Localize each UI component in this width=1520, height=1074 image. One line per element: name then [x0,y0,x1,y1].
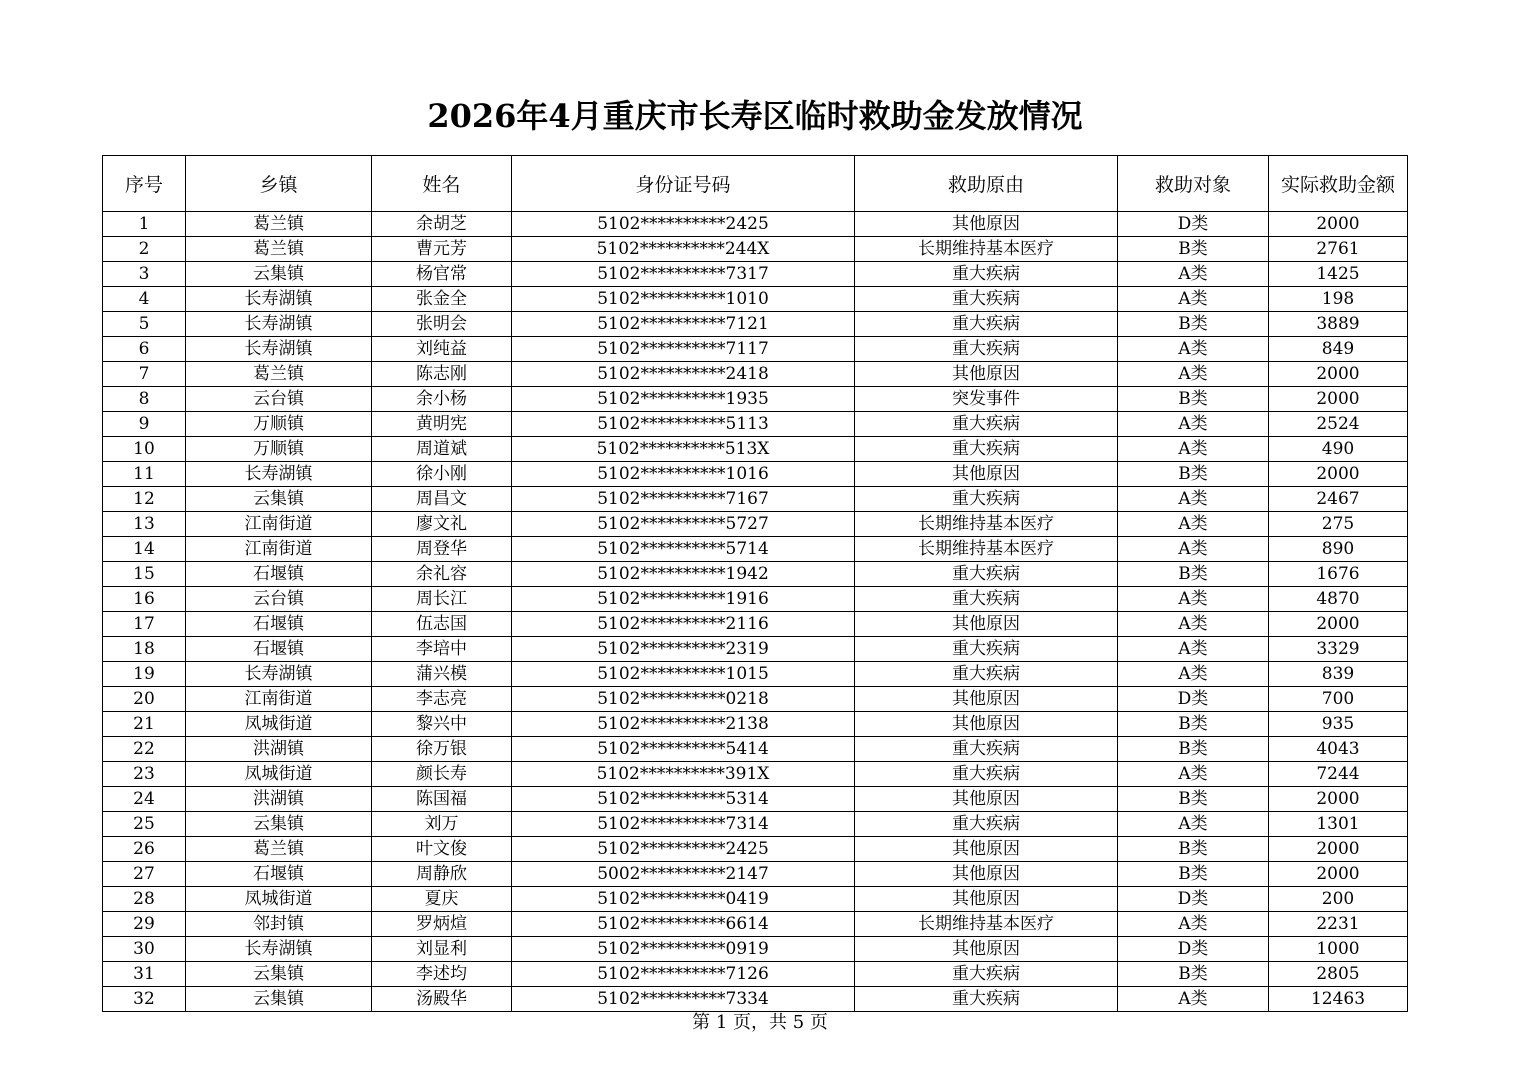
cell-category: A类 [1118,512,1269,537]
cell-name: 杨官常 [372,262,512,287]
table-row [103,212,1408,237]
cell-reason: 重大疾病 [855,737,1118,762]
cell-amount: 1301 [1269,812,1408,837]
cell-category: A类 [1118,612,1269,637]
cell-name: 周长江 [372,587,512,612]
cell-township: 葛兰镇 [186,237,372,262]
cell-township: 葛兰镇 [186,362,372,387]
table-row [103,562,1408,587]
cell-seq: 19 [103,662,186,687]
cell-name: 罗炳煊 [372,912,512,937]
table-row [103,662,1408,687]
cell-name: 周登华 [372,537,512,562]
cell-seq: 25 [103,812,186,837]
cell-reason: 其他原因 [855,787,1118,812]
cell-township: 云集镇 [186,987,372,1012]
cell-id-number: 5102**********2418 [512,362,855,387]
cell-category: A类 [1118,912,1269,937]
cell-amount: 490 [1269,437,1408,462]
table-row [103,437,1408,462]
table-row [103,362,1408,387]
table-row [103,912,1408,937]
cell-seq: 14 [103,537,186,562]
cell-township: 长寿湖镇 [186,287,372,312]
cell-township: 洪湖镇 [186,787,372,812]
cell-amount: 890 [1269,537,1408,562]
cell-amount: 3889 [1269,312,1408,337]
cell-category: D类 [1118,887,1269,912]
cell-seq: 21 [103,712,186,737]
cell-id-number: 5102**********1010 [512,287,855,312]
cell-seq: 26 [103,837,186,862]
cell-reason: 突发事件 [855,387,1118,412]
table-row [103,237,1408,262]
cell-category: B类 [1118,787,1269,812]
cell-township: 邻封镇 [186,912,372,937]
cell-reason: 长期维持基本医疗 [855,912,1118,937]
cell-name: 蒲兴模 [372,662,512,687]
cell-id-number: 5102**********2116 [512,612,855,637]
relief-fund-table [102,155,1408,1012]
cell-township: 江南街道 [186,512,372,537]
table-row [103,962,1408,987]
cell-category: B类 [1118,712,1269,737]
cell-id-number: 5102**********7314 [512,812,855,837]
cell-amount: 2231 [1269,912,1408,937]
cell-id-number: 5102**********5113 [512,412,855,437]
cell-id-number: 5102**********2425 [512,837,855,862]
cell-amount: 2000 [1269,462,1408,487]
cell-seq: 15 [103,562,186,587]
cell-township: 长寿湖镇 [186,312,372,337]
column-header-id-number: 身份证号码 [512,156,855,212]
cell-township: 云集镇 [186,262,372,287]
cell-amount: 2000 [1269,387,1408,412]
cell-seq: 30 [103,937,186,962]
cell-amount: 839 [1269,662,1408,687]
column-header-name: 姓名 [372,156,512,212]
cell-category: A类 [1118,537,1269,562]
cell-reason: 重大疾病 [855,987,1118,1012]
cell-seq: 9 [103,412,186,437]
cell-reason: 重大疾病 [855,762,1118,787]
page-title: 2026年4月重庆市长寿区临时救助金发放情况 [427,97,1083,135]
cell-id-number: 5102**********7317 [512,262,855,287]
cell-category: B类 [1118,862,1269,887]
cell-name: 徐小刚 [372,462,512,487]
table-row [103,262,1408,287]
cell-amount: 2000 [1269,612,1408,637]
column-header-reason: 救助原由 [855,156,1118,212]
cell-reason: 其他原因 [855,362,1118,387]
table-row [103,637,1408,662]
cell-seq: 31 [103,962,186,987]
cell-seq: 18 [103,637,186,662]
cell-name: 周昌文 [372,487,512,512]
cell-reason: 长期维持基本医疗 [855,537,1118,562]
cell-name: 周道斌 [372,437,512,462]
cell-reason: 其他原因 [855,837,1118,862]
cell-name: 陈国福 [372,787,512,812]
table-row [103,612,1408,637]
cell-township: 万顺镇 [186,437,372,462]
cell-seq: 20 [103,687,186,712]
table-row [103,587,1408,612]
cell-id-number: 5102**********6614 [512,912,855,937]
cell-seq: 22 [103,737,186,762]
cell-township: 江南街道 [186,687,372,712]
cell-seq: 10 [103,437,186,462]
cell-seq: 32 [103,987,186,1012]
cell-id-number: 5102**********7334 [512,987,855,1012]
cell-category: A类 [1118,487,1269,512]
cell-amount: 2524 [1269,412,1408,437]
cell-id-number: 5102**********2319 [512,637,855,662]
table-row [103,537,1408,562]
cell-seq: 1 [103,212,186,237]
cell-id-number: 5102**********5314 [512,787,855,812]
cell-category: A类 [1118,637,1269,662]
cell-category: A类 [1118,587,1269,612]
table-row [103,887,1408,912]
cell-seq: 5 [103,312,186,337]
cell-reason: 重大疾病 [855,962,1118,987]
cell-amount: 4870 [1269,587,1408,612]
cell-category: A类 [1118,362,1269,387]
cell-township: 长寿湖镇 [186,937,372,962]
cell-township: 云集镇 [186,962,372,987]
cell-name: 黎兴中 [372,712,512,737]
cell-reason: 重大疾病 [855,812,1118,837]
cell-township: 凤城街道 [186,887,372,912]
cell-id-number: 5102**********5414 [512,737,855,762]
cell-seq: 13 [103,512,186,537]
cell-name: 伍志国 [372,612,512,637]
cell-township: 石堰镇 [186,612,372,637]
cell-category: A类 [1118,287,1269,312]
cell-category: A类 [1118,337,1269,362]
cell-seq: 24 [103,787,186,812]
cell-id-number: 5102**********1916 [512,587,855,612]
cell-name: 李述均 [372,962,512,987]
cell-category: A类 [1118,412,1269,437]
cell-name: 余胡芝 [372,212,512,237]
cell-category: D类 [1118,687,1269,712]
cell-reason: 其他原因 [855,887,1118,912]
cell-id-number: 5102**********2425 [512,212,855,237]
column-header-seq: 序号 [103,156,186,212]
cell-name: 张金全 [372,287,512,312]
cell-id-number: 5102**********0419 [512,887,855,912]
cell-name: 颜长寿 [372,762,512,787]
cell-category: B类 [1118,962,1269,987]
cell-amount: 4043 [1269,737,1408,762]
cell-township: 石堰镇 [186,637,372,662]
cell-township: 长寿湖镇 [186,462,372,487]
table-row [103,387,1408,412]
cell-amount: 200 [1269,887,1408,912]
cell-category: A类 [1118,262,1269,287]
cell-name: 余小杨 [372,387,512,412]
cell-township: 云台镇 [186,387,372,412]
cell-name: 陈志刚 [372,362,512,387]
cell-id-number: 5102**********513X [512,437,855,462]
cell-reason: 重大疾病 [855,337,1118,362]
cell-seq: 23 [103,762,186,787]
table-row [103,287,1408,312]
cell-category: D类 [1118,212,1269,237]
cell-township: 石堰镇 [186,862,372,887]
cell-seq: 4 [103,287,186,312]
table-row [103,937,1408,962]
cell-id-number: 5002**********2147 [512,862,855,887]
cell-township: 云台镇 [186,587,372,612]
cell-reason: 其他原因 [855,212,1118,237]
cell-name: 余礼容 [372,562,512,587]
column-header-category: 救助对象 [1118,156,1269,212]
cell-reason: 其他原因 [855,862,1118,887]
cell-reason: 重大疾病 [855,312,1118,337]
table-row [103,412,1408,437]
table-row [103,487,1408,512]
cell-amount: 2000 [1269,212,1408,237]
cell-category: B类 [1118,837,1269,862]
cell-id-number: 5102**********5727 [512,512,855,537]
cell-category: D类 [1118,937,1269,962]
cell-seq: 3 [103,262,186,287]
cell-reason: 重大疾病 [855,412,1118,437]
cell-name: 徐万银 [372,737,512,762]
cell-name: 李培中 [372,637,512,662]
cell-category: B类 [1118,562,1269,587]
cell-seq: 28 [103,887,186,912]
table-row [103,787,1408,812]
cell-name: 曹元芳 [372,237,512,262]
cell-name: 刘显利 [372,937,512,962]
cell-id-number: 5102**********0919 [512,937,855,962]
cell-category: B类 [1118,237,1269,262]
cell-township: 云集镇 [186,812,372,837]
cell-amount: 275 [1269,512,1408,537]
cell-name: 廖文礼 [372,512,512,537]
cell-township: 凤城街道 [186,712,372,737]
cell-township: 江南街道 [186,537,372,562]
cell-id-number: 5102**********0218 [512,687,855,712]
cell-amount: 1676 [1269,562,1408,587]
cell-amount: 7244 [1269,762,1408,787]
cell-reason: 重大疾病 [855,562,1118,587]
cell-amount: 12463 [1269,987,1408,1012]
cell-id-number: 5102**********7167 [512,487,855,512]
cell-seq: 17 [103,612,186,637]
cell-name: 周静欣 [372,862,512,887]
cell-amount: 2000 [1269,787,1408,812]
cell-amount: 3329 [1269,637,1408,662]
cell-township: 凤城街道 [186,762,372,787]
cell-amount: 2000 [1269,862,1408,887]
cell-seq: 12 [103,487,186,512]
table-row [103,837,1408,862]
table-row [103,987,1408,1012]
cell-category: A类 [1118,762,1269,787]
cell-amount: 2761 [1269,237,1408,262]
column-header-township: 乡镇 [186,156,372,212]
cell-id-number: 5102**********7117 [512,337,855,362]
cell-amount: 2467 [1269,487,1408,512]
cell-reason: 其他原因 [855,612,1118,637]
header-row [103,156,1408,212]
cell-category: A类 [1118,662,1269,687]
cell-id-number: 5102**********244X [512,237,855,262]
cell-name: 刘万 [372,812,512,837]
table-row [103,737,1408,762]
cell-name: 夏庆 [372,887,512,912]
cell-township: 葛兰镇 [186,212,372,237]
cell-category: A类 [1118,987,1269,1012]
cell-name: 李志亮 [372,687,512,712]
cell-id-number: 5102**********2138 [512,712,855,737]
cell-reason: 其他原因 [855,712,1118,737]
cell-id-number: 5102**********1015 [512,662,855,687]
cell-seq: 11 [103,462,186,487]
cell-category: A类 [1118,812,1269,837]
cell-name: 刘纯益 [372,337,512,362]
column-header-amount: 实际救助金额 [1269,156,1408,212]
cell-reason: 重大疾病 [855,487,1118,512]
cell-reason: 重大疾病 [855,262,1118,287]
cell-name: 汤殿华 [372,987,512,1012]
cell-reason: 长期维持基本医疗 [855,512,1118,537]
cell-amount: 935 [1269,712,1408,737]
cell-amount: 1425 [1269,262,1408,287]
cell-reason: 重大疾病 [855,587,1118,612]
cell-amount: 2805 [1269,962,1408,987]
cell-category: B类 [1118,737,1269,762]
table-row [103,512,1408,537]
cell-category: A类 [1118,437,1269,462]
cell-seq: 7 [103,362,186,387]
cell-township: 石堰镇 [186,562,372,587]
cell-township: 长寿湖镇 [186,662,372,687]
page-footer: 第 1 页，共 5 页 [692,1012,828,1033]
table-row [103,462,1408,487]
cell-seq: 2 [103,237,186,262]
cell-township: 长寿湖镇 [186,337,372,362]
cell-id-number: 5102**********7121 [512,312,855,337]
table-row [103,687,1408,712]
cell-township: 云集镇 [186,487,372,512]
cell-name: 叶文俊 [372,837,512,862]
cell-amount: 2000 [1269,837,1408,862]
cell-reason: 其他原因 [855,937,1118,962]
table-row [103,762,1408,787]
cell-reason: 其他原因 [855,687,1118,712]
table-row [103,312,1408,337]
cell-reason: 重大疾病 [855,287,1118,312]
cell-id-number: 5102**********1942 [512,562,855,587]
table-row [103,812,1408,837]
cell-reason: 重大疾病 [855,637,1118,662]
cell-township: 洪湖镇 [186,737,372,762]
cell-id-number: 5102**********5714 [512,537,855,562]
cell-amount: 1000 [1269,937,1408,962]
cell-seq: 27 [103,862,186,887]
cell-category: B类 [1118,462,1269,487]
cell-id-number: 5102**********1016 [512,462,855,487]
cell-id-number: 5102**********1935 [512,387,855,412]
cell-amount: 849 [1269,337,1408,362]
cell-seq: 6 [103,337,186,362]
cell-reason: 重大疾病 [855,662,1118,687]
cell-amount: 2000 [1269,362,1408,387]
cell-name: 黄明宪 [372,412,512,437]
table-row [103,712,1408,737]
cell-seq: 29 [103,912,186,937]
cell-reason: 长期维持基本医疗 [855,237,1118,262]
cell-id-number: 5102**********391X [512,762,855,787]
table-body [103,212,1408,1012]
cell-seq: 8 [103,387,186,412]
cell-name: 张明会 [372,312,512,337]
cell-township: 葛兰镇 [186,837,372,862]
cell-seq: 16 [103,587,186,612]
cell-category: B类 [1118,387,1269,412]
cell-reason: 重大疾病 [855,437,1118,462]
cell-reason: 其他原因 [855,462,1118,487]
table-row [103,862,1408,887]
cell-township: 万顺镇 [186,412,372,437]
cell-category: B类 [1118,312,1269,337]
cell-amount: 700 [1269,687,1408,712]
cell-id-number: 5102**********7126 [512,962,855,987]
cell-amount: 198 [1269,287,1408,312]
table-row [103,337,1408,362]
